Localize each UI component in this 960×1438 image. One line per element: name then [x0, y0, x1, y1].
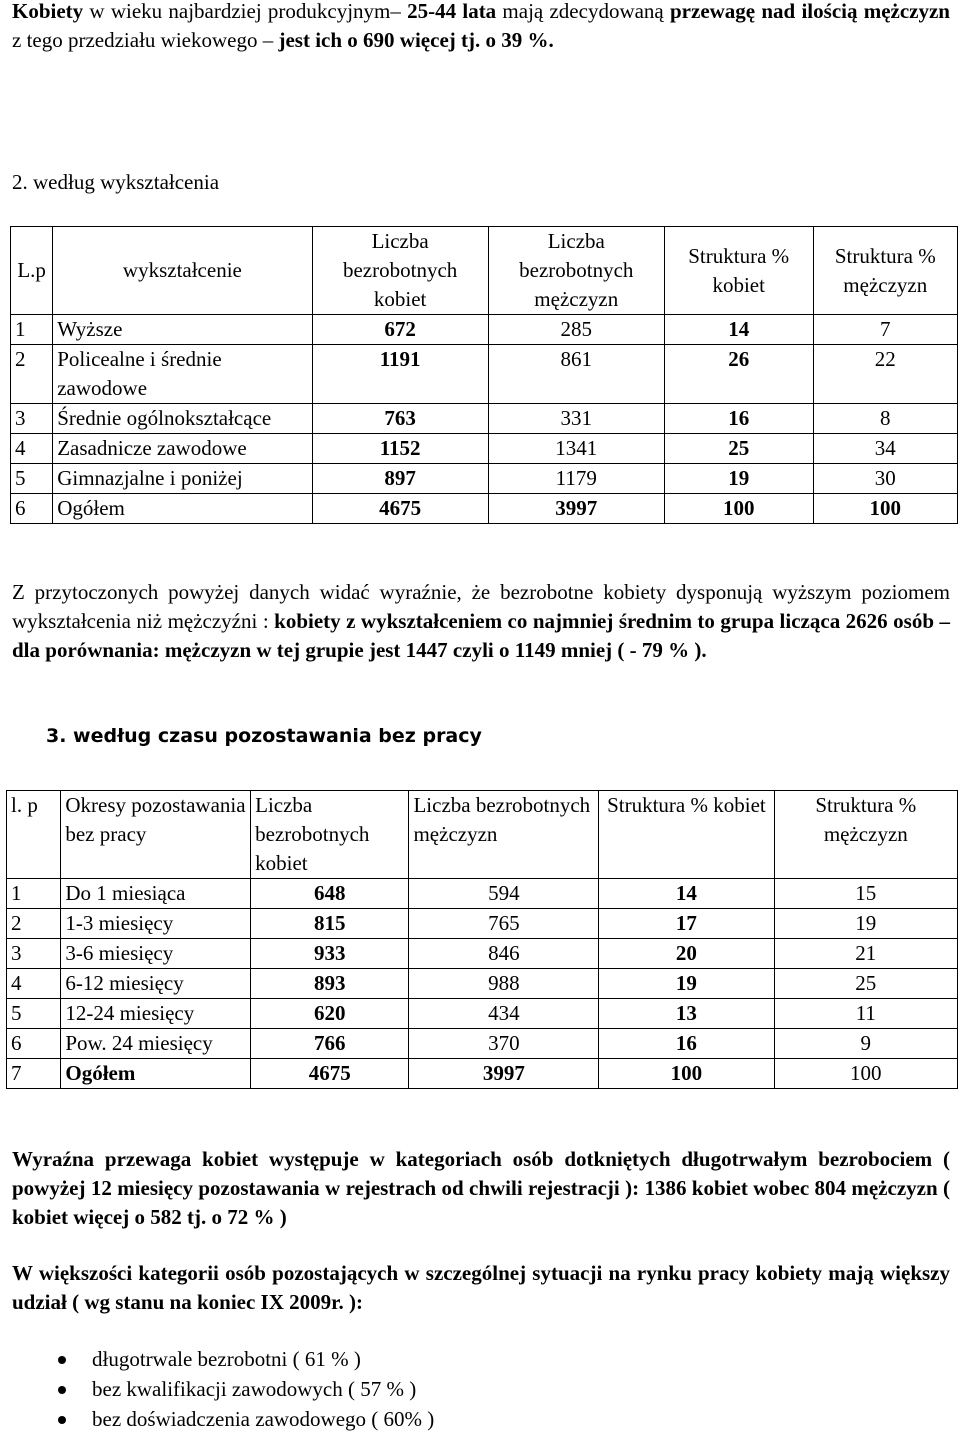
cell-women-pct: 19	[599, 969, 774, 999]
summary-bold: kobiety z wykształceniem co najmniej średnim to grupa licząca 2626 osób – dla porównania: mężczyzn w tej grupie jest 1447 czyli o 1149 mniej ( - 79 % ).	[12, 609, 950, 662]
cell-name: Do 1 miesiąca	[61, 879, 251, 909]
cell-men: 1179	[488, 464, 664, 494]
header-women-pct: Struktura % kobiet	[664, 227, 813, 315]
list-item	[50, 1344, 434, 1374]
cell-lp: 5	[11, 464, 53, 494]
cell-men-pct: 30	[813, 464, 957, 494]
header-lp: l. p	[7, 791, 61, 879]
intro-paragraph	[12, 0, 950, 55]
cell-men-pct: 7	[813, 315, 957, 345]
table-row	[11, 464, 958, 494]
cell-name: Ogółem	[61, 1059, 251, 1089]
cell-men: 285	[488, 315, 664, 345]
cell-name: 3-6 miesięcy	[61, 939, 251, 969]
bullet-text: bez kwalifikacji zawodowych ( 57 % )	[92, 1377, 417, 1401]
cell-name: Wyższe	[53, 315, 312, 345]
summary-text: Z przytoczonych powyżej danych widać wyraźnie, że bezrobotne kobiety dysponują wyższym poziomem wykształcenia niż mężczyźni :	[12, 580, 950, 633]
cell-men-pct: 11	[774, 999, 957, 1029]
bullet-text: długotrwale bezrobotni ( 61 % )	[92, 1347, 361, 1371]
cell-men-pct: 15	[774, 879, 957, 909]
long-term-paragraph: Wyraźna przewaga kobiet występuje w kategoriach osób dotkniętych długotrwałym bezrobociem ( powyżej 12 miesięcy pozostawania w rejestrach od chwili rejestracji ): 1386 kobiet wobec 804 mężczyzn ( kobiet więcej o 582 tj. o 72 % )	[12, 1147, 950, 1229]
cell-men-pct: 34	[813, 434, 957, 464]
cell-men-pct: 21	[774, 939, 957, 969]
table-row	[7, 999, 958, 1029]
header-men-pct: Struktura % mężczyzn	[813, 227, 957, 315]
cell-men-pct: 9	[774, 1029, 957, 1059]
cell-women-pct: 100	[664, 494, 813, 524]
header-men-pct: Struktura % mężczyzn	[774, 791, 957, 879]
table-row-total	[7, 1059, 958, 1089]
table-row	[7, 879, 958, 909]
intro-bold-2: 25-44 lata	[407, 0, 497, 23]
special-situation-paragraph: W większości kategorii osób pozostających w szczególnej sytuacji na rynku pracy kobiety mają większy udział ( wg stanu na koniec IX 2009r. ):	[12, 1261, 950, 1314]
cell-men-pct: 25	[774, 969, 957, 999]
cell-lp: 3	[7, 939, 61, 969]
cell-men-pct: 19	[774, 909, 957, 939]
intro-text-4: z tego przedziału wiekowego –	[12, 28, 279, 52]
cell-name: 12-24 miesięcy	[61, 999, 251, 1029]
cell-lp: 1	[7, 879, 61, 909]
cell-men: 1341	[488, 434, 664, 464]
cell-men-pct: 100	[813, 494, 957, 524]
cell-women: 620	[251, 999, 409, 1029]
section-2-heading: 2. według wykształcenia	[12, 170, 220, 194]
section-3-heading: 3. według czasu pozostawania bez pracy	[46, 725, 482, 747]
table-row	[7, 969, 958, 999]
cell-women: 763	[312, 404, 488, 434]
cell-women-pct: 19	[664, 464, 813, 494]
cell-women: 893	[251, 969, 409, 999]
header-women-pct: Struktura % kobiet	[599, 791, 774, 879]
cell-men: 3997	[409, 1059, 599, 1089]
cell-men: 434	[409, 999, 599, 1029]
bullet-icon	[58, 1416, 66, 1424]
cell-men: 594	[409, 879, 599, 909]
cell-women-pct: 25	[664, 434, 813, 464]
cell-lp: 1	[11, 315, 53, 345]
cell-women-pct: 16	[599, 1029, 774, 1059]
cell-men: 988	[409, 969, 599, 999]
cell-women: 648	[251, 879, 409, 909]
cell-women-pct: 20	[599, 939, 774, 969]
header-education: wykształcenie	[53, 227, 312, 315]
cell-women-pct: 26	[664, 345, 813, 404]
table-header-row	[7, 791, 958, 879]
cell-women-pct: 17	[599, 909, 774, 939]
intro-bold-4: jest ich o 690 więcej tj. o 39 %.	[278, 28, 554, 52]
cell-women-pct: 13	[599, 999, 774, 1029]
education-table	[10, 226, 958, 524]
intro-text-1: w wieku najbardziej produkcyjnym–	[83, 0, 408, 23]
cell-women: 4675	[251, 1059, 409, 1089]
table-row	[11, 315, 958, 345]
cell-name: 6-12 miesięcy	[61, 969, 251, 999]
header-women-count: Liczba bezrobotnych kobiet	[251, 791, 409, 879]
cell-women: 933	[251, 939, 409, 969]
cell-name: 1-3 miesięcy	[61, 909, 251, 939]
cell-men: 3997	[488, 494, 664, 524]
cell-men: 331	[488, 404, 664, 434]
cell-women-pct: 14	[664, 315, 813, 345]
cell-women: 1152	[312, 434, 488, 464]
intro-bold-3: przewagę nad	[670, 0, 796, 23]
intro-text-2: mają zdecydowaną	[496, 0, 670, 23]
cell-men-pct: 8	[813, 404, 957, 434]
table-row	[11, 345, 958, 404]
table-row	[7, 1029, 958, 1059]
cell-men: 765	[409, 909, 599, 939]
cell-name: Policealne i średnie zawodowe	[53, 345, 312, 404]
cell-women-pct: 14	[599, 879, 774, 909]
bullet-text: bez doświadczenia zawodowego ( 60% )	[92, 1407, 435, 1431]
cell-lp: 5	[7, 999, 61, 1029]
table-row	[7, 939, 958, 969]
cell-women-pct: 16	[664, 404, 813, 434]
cell-lp: 7	[7, 1059, 61, 1089]
intro-text-3: ilością mężczyzn	[795, 0, 950, 23]
cell-name: Pow. 24 miesięcy	[61, 1029, 251, 1059]
cell-women: 766	[251, 1029, 409, 1059]
header-period: Okresy pozostawania bez pracy	[61, 791, 251, 879]
bullet-list	[50, 1344, 434, 1434]
cell-lp: 6	[7, 1029, 61, 1059]
table-row	[11, 434, 958, 464]
header-men-count: Liczba bezrobotnych mężczyzn	[409, 791, 599, 879]
cell-name: Gimnazjalne i poniżej	[53, 464, 312, 494]
cell-men-pct: 100	[774, 1059, 957, 1089]
header-women-count: Liczba bezrobotnych kobiet	[312, 227, 488, 315]
cell-men-pct: 22	[813, 345, 957, 404]
intro-bold-1: Kobiety	[12, 0, 84, 23]
cell-women: 1191	[312, 345, 488, 404]
education-summary-paragraph	[12, 578, 950, 665]
cell-lp: 3	[11, 404, 53, 434]
cell-lp: 4	[11, 434, 53, 464]
cell-women: 897	[312, 464, 488, 494]
cell-lp: 4	[7, 969, 61, 999]
cell-men: 861	[488, 345, 664, 404]
cell-lp: 2	[11, 345, 53, 404]
list-item	[50, 1374, 434, 1404]
list-item	[50, 1404, 434, 1434]
cell-name: Średnie ogólnokształcące	[53, 404, 312, 434]
header-men-count: Liczba bezrobotnych mężczyzn	[488, 227, 664, 315]
cell-women: 672	[312, 315, 488, 345]
cell-women: 4675	[312, 494, 488, 524]
cell-lp: 6	[11, 494, 53, 524]
bullet-icon	[58, 1356, 66, 1364]
table-header-row	[11, 227, 958, 315]
header-lp: L.p	[11, 227, 53, 315]
table-row	[11, 404, 958, 434]
cell-men: 846	[409, 939, 599, 969]
cell-name: Zasadnicze zawodowe	[53, 434, 312, 464]
bullet-icon	[58, 1386, 66, 1394]
table-row-total	[11, 494, 958, 524]
cell-women-pct: 100	[599, 1059, 774, 1089]
table-row	[7, 909, 958, 939]
duration-table	[6, 790, 958, 1089]
cell-name: Ogółem	[53, 494, 312, 524]
cell-women: 815	[251, 909, 409, 939]
cell-men: 370	[409, 1029, 599, 1059]
cell-lp: 2	[7, 909, 61, 939]
